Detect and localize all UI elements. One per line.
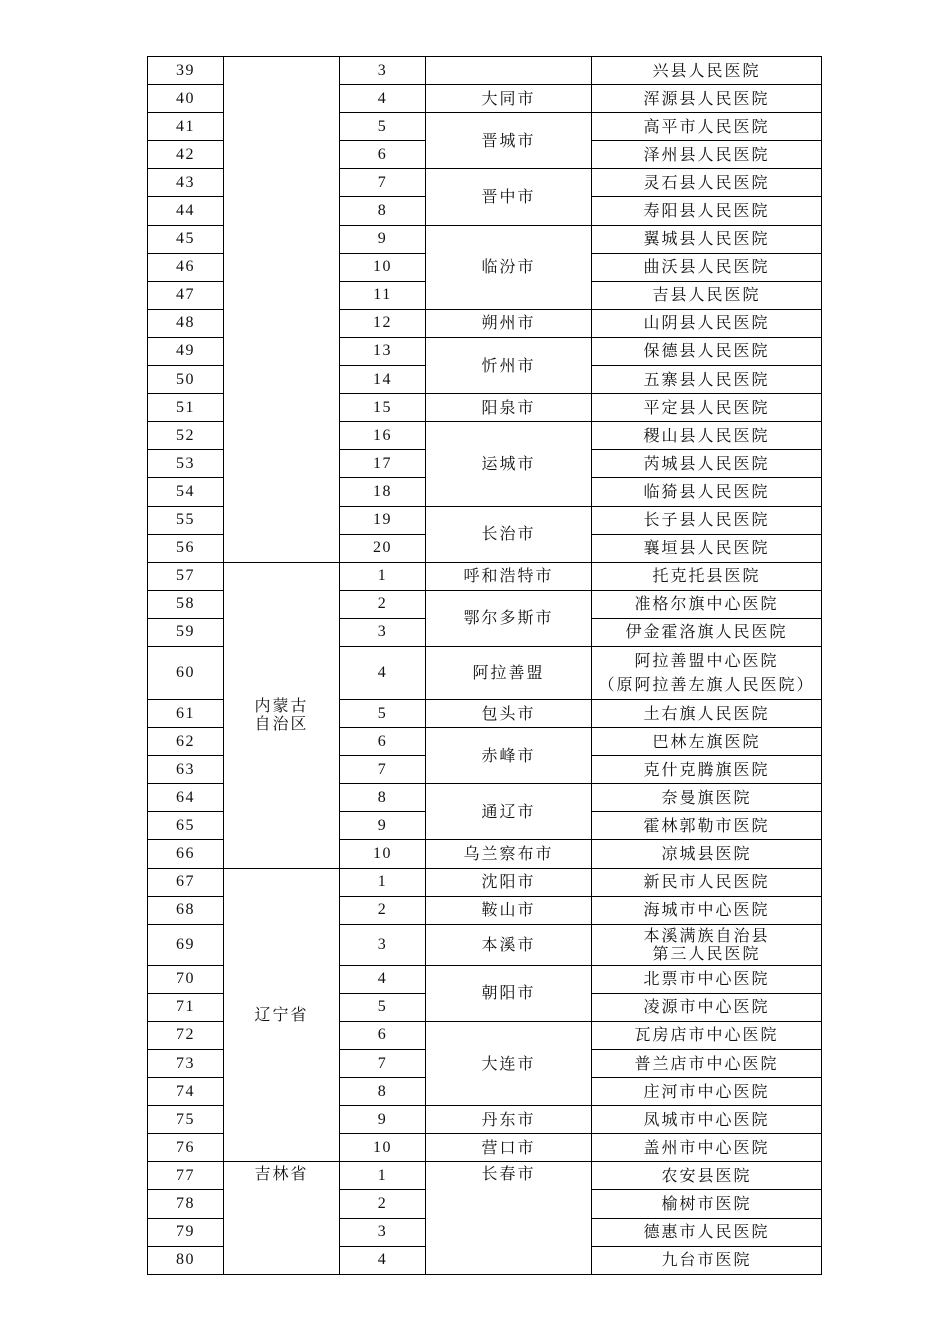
hospital-name-note: 第三人民医院 [652,943,761,963]
hospital-name: 北票市中心医院 [643,969,770,989]
seq-number: 41 [148,113,224,141]
hospital-name: 巴林左旗医院 [652,731,761,751]
hospital-cell [592,1050,822,1078]
city-cell: 朔州市 [426,309,592,337]
city-cell: 鄂尔多斯市 [426,590,592,646]
hospital-name: 托克托县医院 [652,566,761,586]
sub-number: 8 [340,197,426,225]
hospital-cell [592,756,822,784]
hospital-name: 稷山县人民医院 [643,425,770,445]
city-cell: 大连市 [426,1021,592,1105]
hospital-cell [592,728,822,756]
city-cell [426,57,592,85]
hospital-cell [592,812,822,840]
hospital-name: 霍林郭勒市医院 [643,815,770,835]
seq-number: 52 [148,422,224,450]
sub-number: 3 [340,1218,426,1246]
seq-number: 79 [148,1218,224,1246]
hospital-name: 盖州市中心医院 [643,1137,770,1157]
hospital-cell [592,1021,822,1049]
sub-number: 13 [340,337,426,365]
hospital-name: 临猗县人民医院 [643,481,770,501]
city-cell: 丹东市 [426,1106,592,1134]
table-row [148,57,822,85]
sub-number: 8 [340,1078,426,1106]
sub-number: 4 [340,1246,426,1274]
hospital-name: 农安县医院 [661,1165,752,1185]
hospital-cell [592,534,822,562]
seq-number: 66 [148,840,224,868]
hospital-cell [592,965,822,993]
sub-number: 2 [340,590,426,618]
hospital-cell [592,309,822,337]
province-name: 自治区 [254,714,309,734]
sub-number: 10 [340,1134,426,1162]
hospital-cell [592,1106,822,1134]
sub-number: 3 [340,57,426,85]
seq-number: 64 [148,784,224,812]
hospital-cell [592,141,822,169]
seq-number: 57 [148,562,224,590]
sub-number: 5 [340,699,426,727]
hospital-cell [592,337,822,365]
province-name: 内蒙古 [254,696,309,716]
city-cell: 忻州市 [426,337,592,393]
table-row [148,1162,822,1190]
hospital-cell [592,85,822,113]
seq-number: 53 [148,450,224,478]
sub-number: 2 [340,896,426,924]
hospital-name: 伊金霍洛旗人民医院 [625,622,788,642]
city-cell: 长春市 [426,1162,592,1274]
hospital-cell [592,1246,822,1274]
sub-number: 6 [340,1021,426,1049]
seq-number: 63 [148,756,224,784]
hospital-cell [592,57,822,85]
city-cell: 营口市 [426,1134,592,1162]
hospital-cell [592,281,822,309]
hospital-cell [592,253,822,281]
hospital-name: 平定县人民医院 [643,397,770,417]
hospital-name: 准格尔旗中心医院 [634,594,779,614]
seq-number: 54 [148,478,224,506]
sub-number: 14 [340,366,426,394]
hospital-cell [592,1134,822,1162]
city-cell: 鞍山市 [426,896,592,924]
city-cell: 阳泉市 [426,394,592,422]
province-name: 辽宁省 [254,1004,309,1024]
city-cell: 朝阳市 [426,965,592,1021]
hospital-name: 翼城县人民医院 [643,229,770,249]
sub-number: 8 [340,784,426,812]
hospital-cell [592,366,822,394]
seq-number: 56 [148,534,224,562]
sub-number: 17 [340,450,426,478]
city-cell: 沈阳市 [426,868,592,896]
province-name: 吉林省 [254,1164,309,1184]
seq-number: 45 [148,225,224,253]
seq-number: 67 [148,868,224,896]
seq-number: 43 [148,169,224,197]
hospital-cell [592,868,822,896]
hospital-cell [592,590,822,618]
hospital-name: 新民市人民医院 [643,872,770,892]
hospital-cell [592,699,822,727]
hospital-name: 泽州县人民医院 [643,144,770,164]
sub-number: 9 [340,225,426,253]
hospital-cell [592,1162,822,1190]
hospital-cell [592,422,822,450]
hospital-cell [592,646,822,699]
seq-number: 44 [148,197,224,225]
seq-number: 51 [148,394,224,422]
seq-number: 62 [148,728,224,756]
city-cell: 乌兰察布市 [426,840,592,868]
seq-number: 39 [148,57,224,85]
hospital-name: 高平市人民医院 [643,116,770,136]
hospital-cell [592,924,822,965]
seq-number: 77 [148,1162,224,1190]
seq-number: 78 [148,1190,224,1218]
city-cell: 包头市 [426,699,592,727]
seq-number: 69 [148,924,224,965]
hospital-cell [592,1218,822,1246]
hospital-name: 九台市医院 [661,1250,752,1270]
city-cell: 运城市 [426,422,592,506]
hospital-name: 凌源市中心医院 [643,997,770,1017]
hospital-name: 长子县人民医院 [643,510,770,530]
sub-number: 20 [340,534,426,562]
sub-number: 11 [340,281,426,309]
sub-number: 5 [340,993,426,1021]
sub-number: 3 [340,924,426,965]
sub-number: 9 [340,812,426,840]
hospital-cell [592,562,822,590]
hospital-name-note: （原阿拉善左旗人民医院） [598,674,815,694]
sub-number: 6 [340,728,426,756]
seq-number: 40 [148,85,224,113]
sub-number: 6 [340,141,426,169]
hospital-name: 曲沃县人民医院 [643,257,770,277]
seq-number: 71 [148,993,224,1021]
hospital-name: 浑源县人民医院 [643,88,770,108]
hospital-name: 土右旗人民医院 [643,703,770,723]
sub-number: 19 [340,506,426,534]
seq-number: 72 [148,1021,224,1049]
hospital-name: 庄河市中心医院 [643,1081,770,1101]
sub-number: 18 [340,478,426,506]
sub-number: 7 [340,756,426,784]
table-row [148,868,822,896]
province-cell-liaoning [224,868,340,1162]
seq-number: 74 [148,1078,224,1106]
city-cell: 阿拉善盟 [426,646,592,699]
seq-number: 80 [148,1246,224,1274]
city-cell: 大同市 [426,85,592,113]
sub-number: 9 [340,1106,426,1134]
hospital-name: 凤城市中心医院 [643,1109,770,1129]
hospital-cell [592,840,822,868]
hospital-cell [592,896,822,924]
seq-number: 47 [148,281,224,309]
hospital-name: 凉城县医院 [661,843,752,863]
sub-number: 4 [340,965,426,993]
hospital-name: 本溪满族自治县 [643,925,770,945]
hospital-name: 灵石县人民医院 [643,172,770,192]
sub-number: 16 [340,422,426,450]
hospital-name: 吉县人民医院 [652,285,761,305]
province-cell-jilin [224,1162,340,1274]
city-cell: 晋城市 [426,113,592,169]
city-cell: 临汾市 [426,225,592,309]
province-cell-neimenggu [224,562,340,868]
city-cell: 通辽市 [426,784,592,840]
sub-number: 4 [340,646,426,699]
sub-number: 1 [340,1162,426,1190]
seq-number: 60 [148,646,224,699]
table-row [148,562,822,590]
seq-number: 68 [148,896,224,924]
seq-number: 49 [148,337,224,365]
hospital-cell [592,784,822,812]
sub-number: 2 [340,1190,426,1218]
hospital-name: 普兰店市中心医院 [634,1053,779,1073]
hospital-cell [592,394,822,422]
hospital-name: 榆树市医院 [661,1194,752,1214]
hospital-name: 寿阳县人民医院 [643,201,770,221]
hospital-name: 山阴县人民医院 [643,313,770,333]
sub-number: 1 [340,562,426,590]
city-cell: 赤峰市 [426,728,592,784]
hospital-cell [592,169,822,197]
seq-number: 73 [148,1050,224,1078]
seq-number: 58 [148,590,224,618]
seq-number: 70 [148,965,224,993]
city-cell: 本溪市 [426,924,592,965]
sub-number: 5 [340,113,426,141]
hospital-cell [592,478,822,506]
seq-number: 61 [148,699,224,727]
hospital-cell [592,197,822,225]
seq-number: 76 [148,1134,224,1162]
hospital-name: 保德县人民医院 [643,341,770,361]
hospital-name: 奈曼旗医院 [661,787,752,807]
city-cell: 长治市 [426,506,592,562]
hospital-name: 瓦房店市中心医院 [634,1025,779,1045]
city-cell: 晋中市 [426,169,592,225]
hospital-cell [592,506,822,534]
sub-number: 4 [340,85,426,113]
hospital-cell [592,618,822,646]
hospital-name: 芮城县人民医院 [643,453,770,473]
hospital-name: 克什克腾旗医院 [643,759,770,779]
seq-number: 48 [148,309,224,337]
hospital-list-table [147,56,822,1275]
sub-number: 10 [340,840,426,868]
hospital-name: 襄垣县人民医院 [643,538,770,558]
hospital-name: 德惠市人民医院 [643,1222,770,1242]
province-cell-shanxi [224,57,340,563]
sub-number: 3 [340,618,426,646]
sub-number: 15 [340,394,426,422]
seq-number: 46 [148,253,224,281]
sub-number: 7 [340,1050,426,1078]
seq-number: 50 [148,366,224,394]
city-cell: 呼和浩特市 [426,562,592,590]
hospital-cell [592,450,822,478]
seq-number: 42 [148,141,224,169]
sub-number: 7 [340,169,426,197]
hospital-name: 海城市中心医院 [643,900,770,920]
hospital-cell [592,1190,822,1218]
hospital-name: 五寨县人民医院 [643,369,770,389]
hospital-name: 阿拉善盟中心医院 [634,650,779,670]
seq-number: 65 [148,812,224,840]
hospital-cell [592,225,822,253]
hospital-cell [592,1078,822,1106]
seq-number: 75 [148,1106,224,1134]
seq-number: 59 [148,618,224,646]
sub-number: 10 [340,253,426,281]
hospital-cell [592,993,822,1021]
hospital-name: 兴县人民医院 [652,60,761,80]
seq-number: 55 [148,506,224,534]
sub-number: 12 [340,309,426,337]
hospital-cell [592,113,822,141]
sub-number: 1 [340,868,426,896]
